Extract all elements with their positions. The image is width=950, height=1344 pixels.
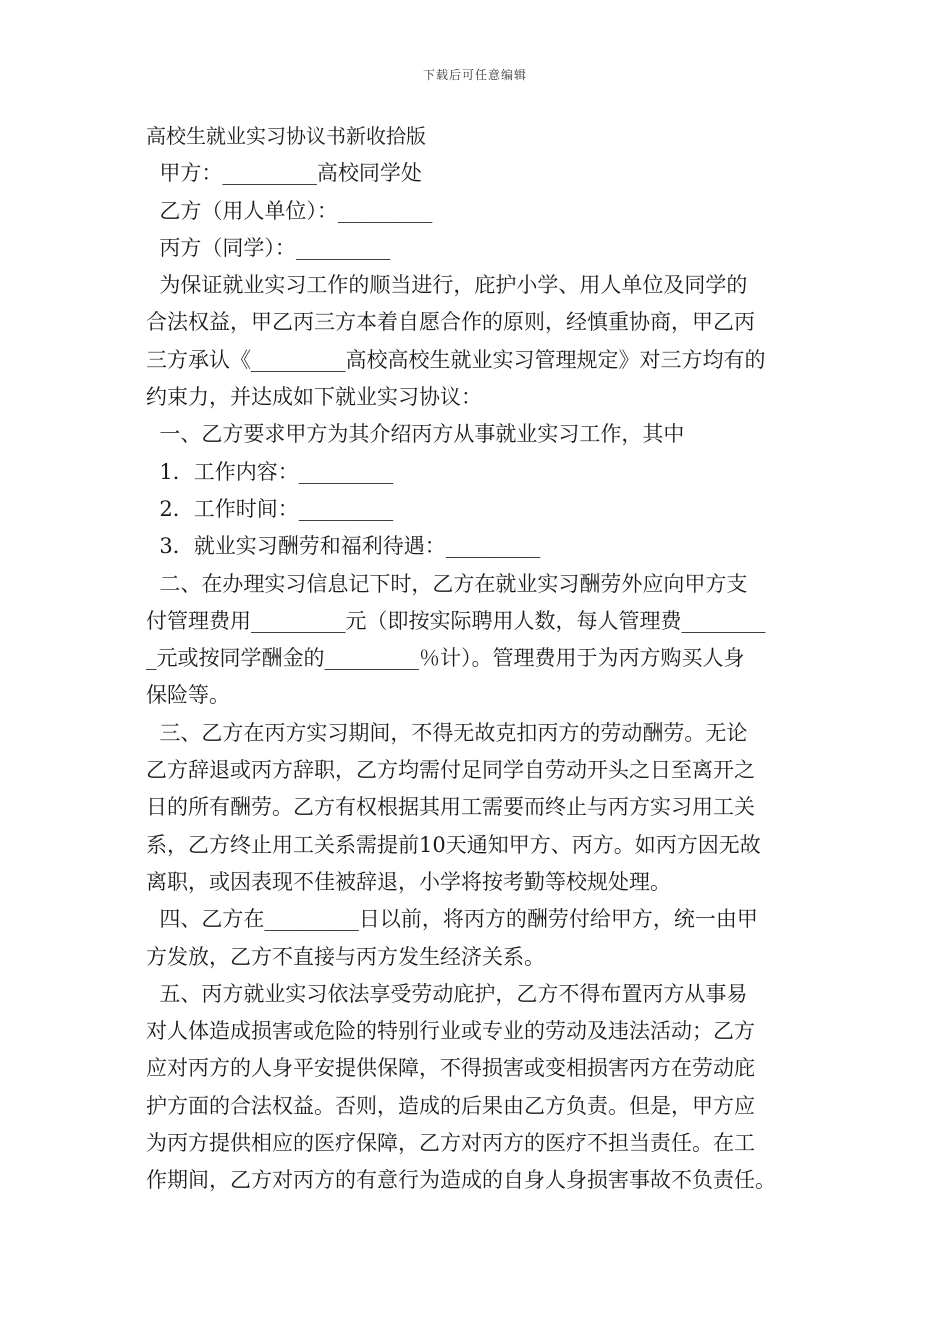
- clause-5-line: 应对丙方的人身平安提供保障，不得损害或变相损害丙方在劳动庇: [146, 1056, 755, 1081]
- clause-2-line: _元或按同学酬金的_________％计）。管理费用于为丙方购买人身: [146, 646, 745, 671]
- clause-1-item: 1．工作内容：_________: [146, 459, 394, 484]
- clause-5-line: 作期间，乙方对丙方的有意行为造成的自身人身损害事故不负责任。: [146, 1168, 776, 1193]
- clause-1-heading: 一、乙方要求甲方为其介绍丙方从事就业实习工作，其中: [146, 422, 685, 447]
- clause-3-line: 乙方辞退或丙方辞职，乙方均需付足同学自劳动开头之日至离开之: [146, 758, 755, 783]
- paragraph-line: 为保证就业实习工作的顺当进行，庇护小学、用人单位及同学的: [146, 273, 748, 298]
- page-header: 下载后可任意编辑: [422, 68, 527, 82]
- clause-4-line: 四、乙方在_________日以前，将丙方的酬劳付给甲方，统一由甲: [146, 907, 758, 932]
- paragraph-line: 合法权益，甲乙丙三方本着自愿合作的原则，经慎重协商，甲乙丙: [146, 310, 755, 335]
- clause-5-line: 护方面的合法权益。否则，造成的后果由乙方负责。但是，甲方应: [146, 1093, 755, 1118]
- paragraph-line: 约束力，并达成如下就业实习协议：: [146, 385, 482, 410]
- clause-3-line: 日的所有酬劳。乙方有权根据其用工需要而终止与丙方实习用工关: [146, 795, 755, 820]
- clause-3-line: 系，乙方终止用工关系需提前10天通知甲方、丙方。如丙方因无故: [146, 832, 761, 857]
- document-body: [146, 118, 816, 1200]
- party-c-line: 丙方（同学）：_________: [146, 235, 391, 260]
- clause-1-item: 2．工作时间：_________: [146, 496, 394, 521]
- clause-2-line: 付管理费用_________元（即按实际聘用人数，每人管理费________: [146, 608, 766, 633]
- clause-4-line: 方发放，乙方不直接与丙方发生经济关系。: [146, 944, 545, 969]
- clause-5-line: 对人体造成损害或危险的特别行业或专业的劳动及违法活动；乙方: [146, 1019, 755, 1044]
- party-b-line: 乙方（用人单位）：_________: [146, 198, 433, 223]
- document-title: 高校生就业实习协议书新收拾版: [146, 124, 426, 148]
- party-a-line: 甲方：_________高校同学处: [146, 161, 422, 186]
- clause-2-line: 保险等。: [146, 683, 230, 708]
- clause-1-item: 3．就业实习酬劳和福利待遇：_________: [146, 534, 541, 559]
- clause-3-line: 三、乙方在丙方实习期间，不得无故克扣丙方的劳动酬劳。无论: [146, 720, 748, 745]
- clause-5-line: 五、丙方就业实习依法享受劳动庇护，乙方不得布置丙方从事易: [146, 981, 748, 1006]
- clause-5-line: 为丙方提供相应的医疗保障，乙方对丙方的医疗不担当责任。在工: [146, 1131, 755, 1156]
- clause-3-line: 离职，或因表现不佳被辞退，小学将按考勤等校规处理。: [146, 869, 671, 894]
- clause-2-line: 二、在办理实习信息记下时，乙方在就业实习酬劳外应向甲方支: [146, 571, 748, 596]
- paragraph-line: 三方承认《_________高校高校生就业实习管理规定》对三方均有的: [146, 347, 766, 372]
